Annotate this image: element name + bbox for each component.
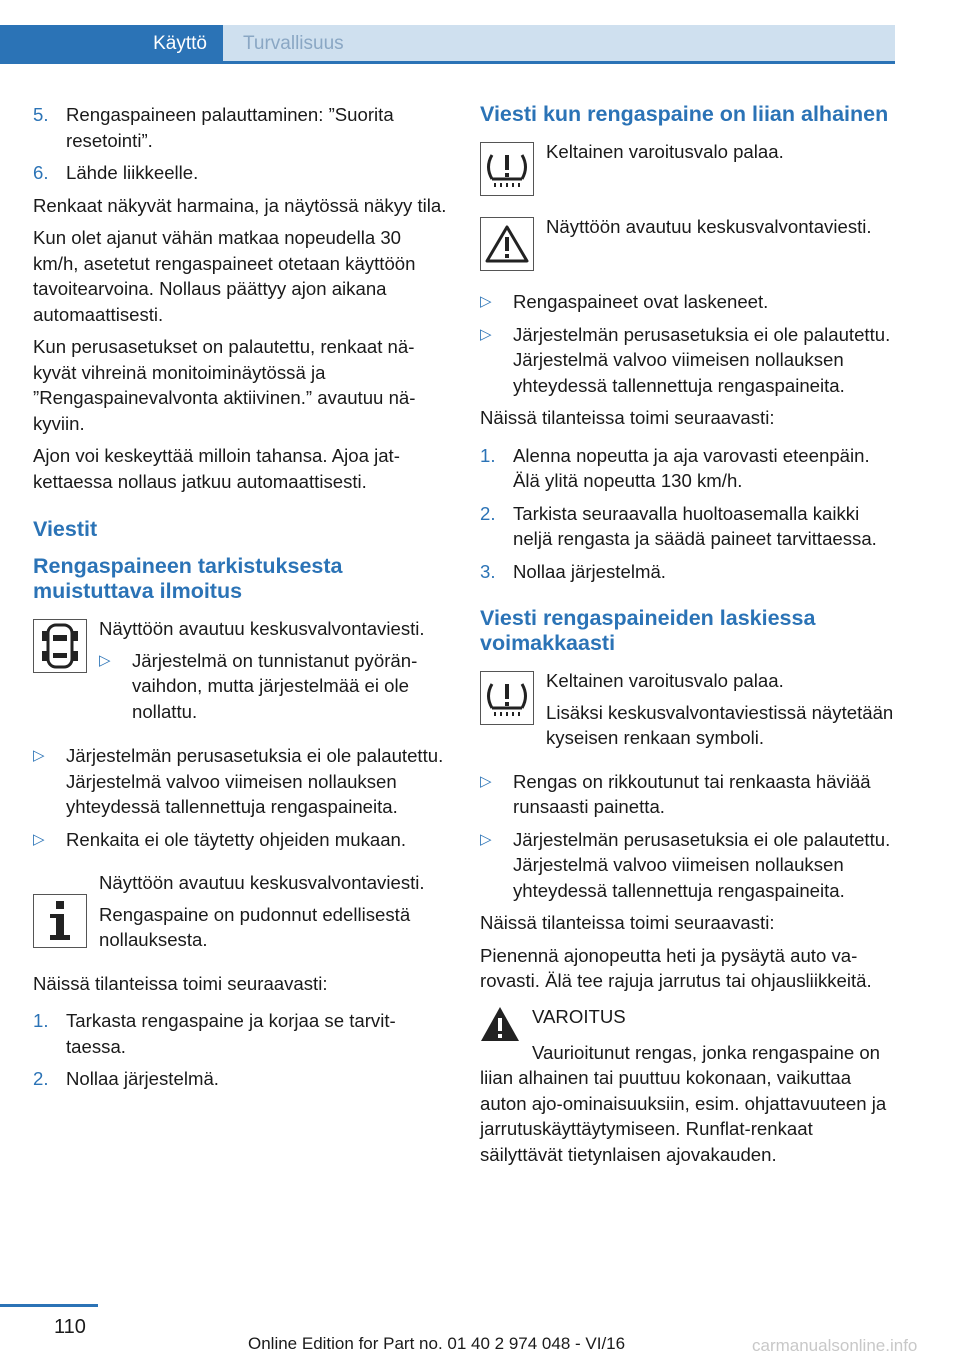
heading-sudden-drop: Viesti rengaspaineiden laskiessa voimakkaasti <box>480 606 816 655</box>
heading-low-pressure: Viesti kun rengaspaine on liian alhainen <box>480 102 889 126</box>
warning-light-text: Keltainen varoitusvalo palaa. <box>546 141 784 162</box>
step-text: Tarkasta rengaspaine ja korjaa se tarvittaessa. <box>66 1010 396 1057</box>
paragraph: Ajon voi keskeyttää milloin tahansa. Ajoa jatkettaessa nollaus jatkuu automaattisesti. <box>33 445 400 492</box>
step-number: 6. <box>33 162 49 183</box>
bullet-triangle-icon: ▷ <box>33 747 45 764</box>
heading-viestit: Viestit <box>33 517 98 541</box>
tab-turvallisuus[interactable]: Turvallisuus <box>223 25 895 62</box>
paragraph: Kun olet ajanut vähän matkaa nopeudella 30 km/h, asetetut rengaspaineet otetaan käyttöön tavoitearvoina. Nollaus päättyy ajon aikana automaattisesti. <box>33 227 416 325</box>
reminder-text: Näyttöön avautuu keskusvalvontaviesti. <box>99 618 425 639</box>
list-item <box>99 648 447 725</box>
step-number: 5. <box>33 104 49 125</box>
warning-text: Vaurioitunut rengas, jonka rengaspaine on liian alhainen tai puuttuu kokonaan, vaikuttaa auton ajo-ominaisuuksiin, esim. ohjattavuuteen ja jarrutuskäyttäytymiseen. Runflat-renkaat säilyttävät tietynlaisen ajovakauden. <box>480 1041 887 1165</box>
paragraph: Renkaat näkyvät harmaina, ja näytössä näkyy tila. <box>33 194 447 216</box>
paragraph: Näissä tilanteissa toimi seuraavasti: <box>33 972 328 994</box>
list-item <box>480 501 898 552</box>
paragraph: Näissä tilanteissa toimi seuraavasti: <box>480 407 775 428</box>
info-text: Näyttöön avautuu keskusvalvontaviesti. <box>99 872 425 893</box>
list-item <box>33 743 447 820</box>
bullet-text: Rengaspaineet ovat laskeneet. <box>513 291 769 312</box>
tab-kaytto[interactable]: Käyttö <box>0 25 223 62</box>
step-text: Rengaspaineen palauttaminen: ”Suorita resetointi”. <box>66 104 394 151</box>
drop-text: Keltainen varoitusvalo palaa. <box>546 670 784 691</box>
page-header <box>0 0 960 64</box>
edition-text: Online Edition for Part no. 01 40 2 974 048 - VI/16 <box>248 1334 626 1353</box>
list-item <box>480 289 898 315</box>
list-item <box>480 827 898 904</box>
bullet-triangle-icon: ▷ <box>99 651 111 669</box>
list-item <box>480 322 898 399</box>
info-icon <box>33 894 87 948</box>
reminder-block <box>33 616 447 731</box>
right-column <box>480 102 898 1167</box>
warning-light-block <box>480 139 898 196</box>
warning-label: VAROITUS <box>532 1005 626 1027</box>
bullet-triangle-icon: ▷ <box>480 293 492 310</box>
message-block <box>480 214 898 271</box>
warning-triangle-icon <box>480 1006 520 1042</box>
step-number: 3. <box>480 560 496 582</box>
list-item <box>33 827 447 853</box>
warning-block <box>480 1004 898 1042</box>
step-text: Lähde liikkeelle. <box>66 162 199 183</box>
heading-reminder: Rengaspaineen tarkistuksesta muistuttava ilmoitus <box>33 554 343 603</box>
list-item <box>480 443 898 494</box>
step-number: 2. <box>33 1068 49 1089</box>
paragraph: Näissä tilanteissa toimi seuraavasti: <box>480 912 775 933</box>
list-item <box>33 1066 447 1092</box>
bullet-text: Järjestelmän perusasetuksia ei ole palautettu. Järjestelmä valvoo viimeisen nollauksen yhteydessä tallennettuja rengaspaineita. <box>513 828 891 901</box>
page-number: 110 <box>54 1316 86 1338</box>
car-tire-monitor-icon <box>33 619 87 673</box>
info-block <box>33 870 447 953</box>
step-number: 2. <box>480 502 496 524</box>
paragraph: Pienennä ajonopeutta heti ja pysäytä auto varovasti. Älä tee rajuja jarrutus tai ohjausliikkeitä. <box>480 944 872 991</box>
bullet-text: Järjestelmä on tunnistanut pyöränvaihdon, mutta järjestelmää ei ole nollattu. <box>132 649 418 722</box>
message-text: Näyttöön avautuu keskusvalvontaviesti. <box>546 216 872 237</box>
drop-text: Lisäksi keskusvalvontaviestissä näytetään kyseisen renkaan symboli. <box>546 701 894 748</box>
bullet-triangle-icon: ▷ <box>33 830 45 848</box>
watermark: carmanualsonline.info <box>752 1336 918 1355</box>
bullet-text: Renkaita ei ole täytetty ohjeiden mukaan. <box>66 828 407 850</box>
step-text: Tarkista seuraavalla huoltoasemalla kaikki neljä rengasta ja säädä paineet tarvittaessa. <box>513 502 877 549</box>
step-number: 1. <box>33 1010 49 1031</box>
tire-pressure-warning-icon <box>480 142 534 196</box>
warning-triangle-icon <box>480 217 534 271</box>
bullet-triangle-icon: ▷ <box>480 830 492 848</box>
list-item <box>33 160 447 186</box>
left-column <box>33 102 447 1099</box>
bullet-triangle-icon: ▷ <box>480 325 492 343</box>
bullet-text: Järjestelmän perusasetuksia ei ole palautettu. Järjestelmä valvoo viimeisen nollauksen yhteydessä tallennettuja rengaspaineita. <box>66 745 444 817</box>
paragraph: Kun perusasetukset on palautettu, renkaat näkyvät vihreinä monitoiminäytössä ja ”Rengaspainevalvonta aktiivinen.” avautuu näkyviin. <box>33 336 416 434</box>
bullet-text: Järjestelmän perusasetuksia ei ole palautettu. Järjestelmä valvoo viimeisen nollauksen yhteydessä tallennettuja rengaspaineita. <box>513 323 891 396</box>
list-item <box>33 102 447 153</box>
step-text: Nollaa järjestelmä. <box>66 1068 219 1089</box>
info-text: Rengaspaine on pudonnut edellisestä nollauksesta. <box>99 903 411 950</box>
list-item <box>33 1008 447 1059</box>
tire-pressure-warning-icon <box>480 671 534 725</box>
header-divider <box>0 61 895 64</box>
bullet-text: Rengas on rikkoutunut tai renkaasta häviää runsaasti painetta. <box>513 770 871 817</box>
step-text: Alenna nopeutta ja aja varovasti eteenpäin. Älä ylitä nopeutta 130 km/h. <box>513 444 870 491</box>
drop-warning-block <box>480 668 898 751</box>
bullet-triangle-icon: ▷ <box>480 772 492 790</box>
list-item <box>480 559 898 585</box>
step-text: Nollaa järjestelmä. <box>513 560 666 582</box>
list-item <box>480 769 898 820</box>
footer-divider <box>0 1304 98 1307</box>
step-number: 1. <box>480 444 496 466</box>
